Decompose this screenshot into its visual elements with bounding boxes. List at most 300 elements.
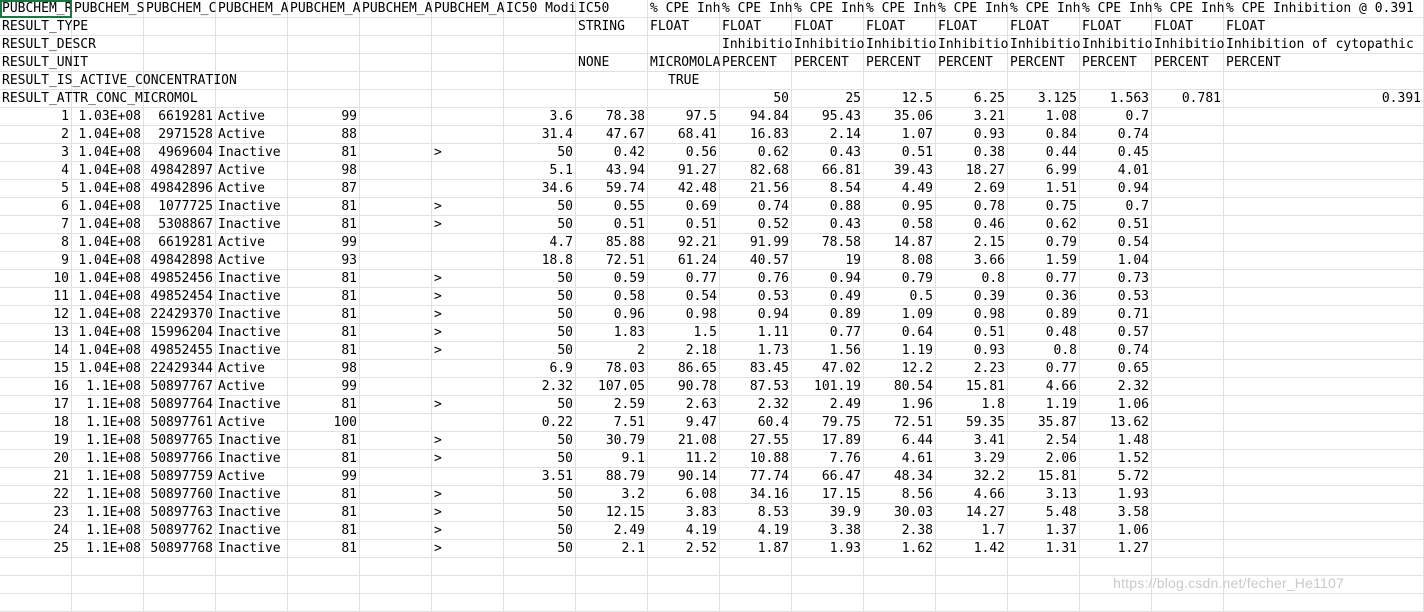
data-cell[interactable]: 27.55 (720, 432, 792, 450)
data-cell[interactable]: 43.94 (576, 162, 648, 180)
empty-cell[interactable] (648, 594, 720, 612)
data-cell[interactable]: 92.21 (648, 234, 720, 252)
data-cell[interactable]: 15.81 (936, 378, 1008, 396)
empty-cell[interactable] (72, 594, 144, 612)
status-cell[interactable]: Active (216, 378, 288, 396)
meta-cell[interactable] (288, 36, 360, 54)
data-cell[interactable]: 1.7 (936, 522, 1008, 540)
empty-cell[interactable] (648, 576, 720, 594)
header-cell[interactable]: % CPE Inh (722, 1, 793, 16)
data-cell[interactable]: 100 (288, 414, 360, 432)
header-cell[interactable]: PUBCHEM_S (74, 1, 145, 16)
data-cell[interactable]: 50 (504, 324, 576, 342)
data-cell[interactable]: 5308867 (144, 216, 216, 234)
data-cell[interactable]: 47.02 (792, 360, 864, 378)
data-cell[interactable]: 90.78 (648, 378, 720, 396)
empty-cell[interactable] (792, 594, 864, 612)
empty-cell[interactable] (1152, 504, 1224, 522)
data-cell[interactable]: 15 (0, 360, 72, 378)
meta-cell[interactable]: PERCENT (1008, 54, 1080, 72)
status-cell[interactable]: Inactive (216, 522, 288, 540)
meta-cell[interactable]: PERCENT (936, 54, 1008, 72)
data-cell[interactable]: 0.51 (936, 324, 1008, 342)
empty-cell[interactable] (432, 576, 504, 594)
status-cell[interactable]: Inactive (216, 216, 288, 234)
data-cell[interactable]: 3.58 (1080, 504, 1152, 522)
data-cell[interactable]: 0.8 (1008, 342, 1080, 360)
data-cell[interactable]: 18.8 (504, 252, 576, 270)
data-cell[interactable]: 14 (0, 342, 72, 360)
data-cell[interactable]: 50897763 (144, 504, 216, 522)
data-cell[interactable]: 0.98 (936, 306, 1008, 324)
data-cell[interactable]: 49852454 (144, 288, 216, 306)
data-cell[interactable]: 1.04E+08 (72, 306, 144, 324)
data-cell[interactable]: 5.48 (1008, 504, 1080, 522)
data-cell[interactable] (360, 432, 432, 450)
data-cell[interactable]: 81 (288, 144, 360, 162)
data-cell[interactable]: > (432, 216, 504, 234)
empty-cell[interactable] (288, 576, 360, 594)
data-cell[interactable]: 50 (504, 432, 576, 450)
data-cell[interactable]: 7 (0, 216, 72, 234)
data-cell[interactable]: 0.44 (1008, 144, 1080, 162)
empty-cell[interactable] (432, 594, 504, 612)
empty-cell[interactable] (360, 576, 432, 594)
data-cell[interactable]: 2.18 (648, 342, 720, 360)
data-cell[interactable]: 4.01 (1080, 162, 1152, 180)
data-cell[interactable]: 66.47 (792, 468, 864, 486)
data-cell[interactable]: 59.35 (936, 414, 1008, 432)
data-cell[interactable]: 66.81 (792, 162, 864, 180)
meta-cell[interactable] (720, 72, 792, 90)
meta-cell[interactable]: Inhibitio (1010, 37, 1081, 52)
status-cell[interactable]: Active (216, 108, 288, 126)
data-cell[interactable] (360, 504, 432, 522)
data-cell[interactable]: 50897760 (144, 486, 216, 504)
data-cell[interactable]: 0.77 (1008, 360, 1080, 378)
data-cell[interactable]: 1.1E+08 (72, 396, 144, 414)
data-cell[interactable]: 25 (0, 540, 72, 558)
data-cell[interactable]: 7.76 (792, 450, 864, 468)
data-cell[interactable]: 3.51 (504, 468, 576, 486)
header-cell[interactable]: % CPE Inh (1154, 1, 1225, 16)
meta-cell[interactable] (1080, 72, 1152, 90)
data-cell[interactable]: 0.74 (1080, 126, 1152, 144)
data-cell[interactable] (432, 468, 504, 486)
data-cell[interactable]: > (432, 432, 504, 450)
status-cell[interactable]: Inactive (216, 342, 288, 360)
data-cell[interactable] (432, 180, 504, 198)
empty-cell[interactable] (216, 576, 288, 594)
data-cell[interactable]: 0.45 (1080, 144, 1152, 162)
meta-cell[interactable] (648, 90, 720, 108)
data-cell[interactable]: 81 (288, 432, 360, 450)
empty-cell[interactable] (216, 594, 288, 612)
data-cell[interactable] (360, 180, 432, 198)
data-cell[interactable]: 79.75 (792, 414, 864, 432)
data-cell[interactable]: 1.04E+08 (72, 234, 144, 252)
meta-cell[interactable] (288, 90, 360, 108)
data-cell[interactable] (360, 324, 432, 342)
meta-cell[interactable]: 0.781 (1152, 90, 1224, 108)
data-cell[interactable]: 0.54 (1080, 234, 1152, 252)
data-cell[interactable]: 81 (288, 396, 360, 414)
data-cell[interactable]: 50897759 (144, 468, 216, 486)
data-cell[interactable]: 1.62 (864, 540, 936, 558)
meta-cell[interactable] (792, 72, 864, 90)
data-cell[interactable]: 0.89 (792, 306, 864, 324)
meta-cell[interactable]: 3.125 (1008, 90, 1080, 108)
data-cell[interactable]: > (432, 450, 504, 468)
empty-cell[interactable] (1224, 594, 1424, 612)
data-cell[interactable]: 6.08 (648, 486, 720, 504)
data-cell[interactable]: 11 (0, 288, 72, 306)
data-cell[interactable]: 0.53 (1080, 288, 1152, 306)
data-cell[interactable]: 4.61 (864, 450, 936, 468)
data-cell[interactable]: 2.52 (648, 540, 720, 558)
data-cell[interactable]: 101.19 (792, 378, 864, 396)
data-cell[interactable]: 50897761 (144, 414, 216, 432)
meta-cell[interactable] (1152, 72, 1224, 90)
data-cell[interactable]: 0.49 (792, 288, 864, 306)
status-cell[interactable]: Inactive (216, 270, 288, 288)
status-cell[interactable]: Inactive (216, 288, 288, 306)
data-cell[interactable]: 78.03 (576, 360, 648, 378)
data-cell[interactable]: 1.03E+08 (72, 108, 144, 126)
data-cell[interactable]: 0.54 (648, 288, 720, 306)
meta-cell[interactable]: PERCENT (864, 54, 936, 72)
data-cell[interactable]: 81 (288, 270, 360, 288)
empty-cell[interactable] (648, 558, 720, 576)
data-cell[interactable]: 1.04E+08 (72, 252, 144, 270)
empty-cell[interactable] (1152, 216, 1224, 234)
status-cell[interactable]: Inactive (216, 144, 288, 162)
data-cell[interactable]: 91.99 (720, 234, 792, 252)
data-cell[interactable]: 0.94 (1080, 180, 1152, 198)
data-cell[interactable]: 4.49 (864, 180, 936, 198)
data-cell[interactable]: 19 (0, 432, 72, 450)
empty-cell[interactable] (1224, 180, 1424, 198)
data-cell[interactable]: 1.1E+08 (72, 378, 144, 396)
empty-cell[interactable] (1152, 252, 1224, 270)
status-cell[interactable]: Inactive (216, 324, 288, 342)
meta-cell[interactable]: Inhibitio (722, 37, 793, 52)
header-cell[interactable]: PUBCHEM_A (434, 1, 505, 16)
meta-cell[interactable] (864, 72, 936, 90)
empty-cell[interactable] (864, 594, 936, 612)
data-cell[interactable]: 1.52 (1080, 450, 1152, 468)
data-cell[interactable]: 50 (504, 288, 576, 306)
data-cell[interactable]: 5.72 (1080, 468, 1152, 486)
data-cell[interactable]: 50 (504, 144, 576, 162)
meta-cell[interactable]: PERCENT (1080, 54, 1152, 72)
data-cell[interactable]: 17 (0, 396, 72, 414)
header-cell[interactable]: PUBCHEM_A (218, 1, 289, 16)
empty-cell[interactable] (1152, 432, 1224, 450)
data-cell[interactable]: 3.66 (936, 252, 1008, 270)
data-cell[interactable]: 2.59 (576, 396, 648, 414)
data-cell[interactable]: 1 (0, 108, 72, 126)
data-cell[interactable]: 4.19 (720, 522, 792, 540)
status-cell[interactable]: Inactive (216, 450, 288, 468)
data-cell[interactable]: 13 (0, 324, 72, 342)
data-cell[interactable]: 1.04E+08 (72, 180, 144, 198)
status-cell[interactable]: Active (216, 180, 288, 198)
meta-cell[interactable] (576, 72, 648, 90)
meta-cell[interactable] (360, 72, 432, 90)
empty-cell[interactable] (1152, 198, 1224, 216)
empty-cell[interactable] (1152, 486, 1224, 504)
data-cell[interactable]: 1.93 (1080, 486, 1152, 504)
data-cell[interactable]: 0.89 (1008, 306, 1080, 324)
data-cell[interactable]: 21 (0, 468, 72, 486)
meta-cell[interactable]: FLOAT (864, 18, 936, 36)
data-cell[interactable] (360, 288, 432, 306)
data-cell[interactable]: 90.14 (648, 468, 720, 486)
data-cell[interactable]: 50897768 (144, 540, 216, 558)
data-cell[interactable]: 10 (0, 270, 72, 288)
data-cell[interactable]: 1.19 (864, 342, 936, 360)
empty-cell[interactable] (1152, 234, 1224, 252)
data-cell[interactable]: 50 (504, 396, 576, 414)
data-cell[interactable]: 0.77 (1008, 270, 1080, 288)
data-cell[interactable]: 4 (0, 162, 72, 180)
empty-cell[interactable] (1224, 540, 1424, 558)
data-cell[interactable]: > (432, 288, 504, 306)
data-cell[interactable]: 32.2 (936, 468, 1008, 486)
data-cell[interactable]: 11.2 (648, 450, 720, 468)
data-cell[interactable]: > (432, 342, 504, 360)
data-cell[interactable]: 1.37 (1008, 522, 1080, 540)
meta-cell[interactable]: PERCENT (792, 54, 864, 72)
meta-cell[interactable] (144, 54, 216, 72)
data-cell[interactable]: 0.51 (576, 216, 648, 234)
data-cell[interactable]: 8.53 (720, 504, 792, 522)
data-cell[interactable]: 35.06 (864, 108, 936, 126)
header-cell[interactable]: IC50 (576, 0, 648, 18)
data-cell[interactable]: 81 (288, 522, 360, 540)
meta-cell[interactable]: FLOAT (720, 18, 792, 36)
meta-cell[interactable]: Inhibitio (938, 37, 1009, 52)
meta-cell[interactable] (144, 18, 216, 36)
data-cell[interactable]: 0.51 (1080, 216, 1152, 234)
meta-cell[interactable] (216, 18, 288, 36)
data-cell[interactable]: 1.83 (576, 324, 648, 342)
data-cell[interactable]: 1.04E+08 (72, 270, 144, 288)
meta-cell[interactable] (648, 36, 720, 54)
empty-cell[interactable] (1224, 522, 1424, 540)
data-cell[interactable]: 1.04E+08 (72, 126, 144, 144)
meta-cell[interactable] (288, 54, 360, 72)
empty-cell[interactable] (1224, 324, 1424, 342)
meta-cell[interactable] (504, 90, 576, 108)
data-cell[interactable]: 81 (288, 216, 360, 234)
data-cell[interactable]: 2.1 (576, 540, 648, 558)
data-cell[interactable]: 0.64 (864, 324, 936, 342)
empty-cell[interactable] (1224, 486, 1424, 504)
data-cell[interactable]: 1.59 (1008, 252, 1080, 270)
empty-cell[interactable] (1224, 108, 1424, 126)
data-cell[interactable] (360, 342, 432, 360)
empty-cell[interactable] (1152, 396, 1224, 414)
data-cell[interactable]: 98 (288, 360, 360, 378)
data-cell[interactable]: 91.27 (648, 162, 720, 180)
data-cell[interactable]: 1.1E+08 (72, 504, 144, 522)
data-cell[interactable] (360, 414, 432, 432)
data-cell[interactable]: 3 (0, 144, 72, 162)
header-cell[interactable]: PUBCHEM_A (290, 1, 361, 16)
data-cell[interactable]: 1.1E+08 (72, 540, 144, 558)
data-cell[interactable] (360, 450, 432, 468)
data-cell[interactable]: 3.13 (1008, 486, 1080, 504)
data-cell[interactable]: 0.53 (720, 288, 792, 306)
meta-cell[interactable] (504, 54, 576, 72)
empty-cell[interactable] (1224, 396, 1424, 414)
data-cell[interactable]: 0.62 (1008, 216, 1080, 234)
data-cell[interactable]: 49852456 (144, 270, 216, 288)
data-cell[interactable]: 0.51 (864, 144, 936, 162)
data-cell[interactable]: 88.79 (576, 468, 648, 486)
status-cell[interactable]: Active (216, 234, 288, 252)
empty-cell[interactable] (1152, 342, 1224, 360)
meta-label-cell[interactable]: RESULT_UNIT (2, 55, 89, 70)
data-cell[interactable]: > (432, 270, 504, 288)
empty-cell[interactable] (1224, 288, 1424, 306)
data-cell[interactable]: 3.29 (936, 450, 1008, 468)
header-cell[interactable]: % CPE Inh (1010, 1, 1081, 16)
header-cell[interactable]: IC50 Modi (506, 1, 577, 16)
meta-cell[interactable]: 6.25 (936, 90, 1008, 108)
data-cell[interactable]: 3.38 (792, 522, 864, 540)
data-cell[interactable]: 1.04E+08 (72, 198, 144, 216)
empty-cell[interactable] (1224, 198, 1424, 216)
empty-cell[interactable] (1224, 414, 1424, 432)
meta-cell[interactable] (360, 18, 432, 36)
data-cell[interactable] (432, 414, 504, 432)
data-cell[interactable]: 0.94 (792, 270, 864, 288)
data-cell[interactable]: 1.04E+08 (72, 324, 144, 342)
data-cell[interactable] (360, 270, 432, 288)
empty-cell[interactable] (360, 558, 432, 576)
meta-cell[interactable]: FLOAT (1008, 18, 1080, 36)
data-cell[interactable]: 81 (288, 288, 360, 306)
data-cell[interactable]: 9 (0, 252, 72, 270)
data-cell[interactable]: 0.46 (936, 216, 1008, 234)
data-cell[interactable]: 98 (288, 162, 360, 180)
meta-cell[interactable]: Inhibition of cytopathic (1224, 36, 1424, 54)
meta-cell[interactable]: PERCENT (720, 54, 792, 72)
data-cell[interactable]: 1.5 (648, 324, 720, 342)
data-cell[interactable]: 50 (504, 450, 576, 468)
data-cell[interactable] (360, 144, 432, 162)
empty-cell[interactable] (144, 576, 216, 594)
status-cell[interactable]: Inactive (216, 504, 288, 522)
empty-cell[interactable] (720, 558, 792, 576)
data-cell[interactable]: 4.66 (936, 486, 1008, 504)
data-cell[interactable]: 17.15 (792, 486, 864, 504)
data-cell[interactable]: 0.75 (1008, 198, 1080, 216)
meta-cell[interactable]: FLOAT (936, 18, 1008, 36)
data-cell[interactable]: 50897767 (144, 378, 216, 396)
empty-cell[interactable] (936, 576, 1008, 594)
meta-cell[interactable]: TRUE (648, 72, 720, 90)
empty-cell[interactable] (1152, 594, 1224, 612)
meta-cell[interactable] (432, 72, 504, 90)
empty-cell[interactable] (1152, 450, 1224, 468)
data-cell[interactable]: 1.09 (864, 306, 936, 324)
data-cell[interactable]: 21.56 (720, 180, 792, 198)
data-cell[interactable]: 49852455 (144, 342, 216, 360)
data-cell[interactable]: 1077725 (144, 198, 216, 216)
data-cell[interactable]: 0.73 (1080, 270, 1152, 288)
data-cell[interactable] (360, 486, 432, 504)
data-cell[interactable]: 18 (0, 414, 72, 432)
data-cell[interactable]: 30.79 (576, 432, 648, 450)
data-cell[interactable]: 1.27 (1080, 540, 1152, 558)
empty-cell[interactable] (576, 594, 648, 612)
data-cell[interactable]: 0.55 (576, 198, 648, 216)
empty-cell[interactable] (864, 576, 936, 594)
data-cell[interactable]: 2.32 (504, 378, 576, 396)
data-cell[interactable]: 1.08 (1008, 108, 1080, 126)
header-cell[interactable]: % CPE Inh (866, 1, 937, 16)
data-cell[interactable]: 20 (0, 450, 72, 468)
data-cell[interactable]: 82.68 (720, 162, 792, 180)
empty-cell[interactable] (1008, 576, 1080, 594)
header-cell[interactable]: PUBCHEM_C (146, 1, 217, 16)
data-cell[interactable]: 1.04E+08 (72, 342, 144, 360)
data-cell[interactable]: 86.65 (648, 360, 720, 378)
meta-cell[interactable] (432, 90, 504, 108)
meta-cell[interactable] (432, 54, 504, 72)
data-cell[interactable]: 1.73 (720, 342, 792, 360)
data-cell[interactable]: 0.88 (792, 198, 864, 216)
meta-cell[interactable]: Inhibitio (866, 37, 937, 52)
data-cell[interactable]: 0.38 (936, 144, 1008, 162)
meta-cell[interactable] (504, 36, 576, 54)
data-cell[interactable] (360, 360, 432, 378)
data-cell[interactable]: 12 (0, 306, 72, 324)
meta-cell[interactable] (144, 36, 216, 54)
empty-cell[interactable] (1152, 270, 1224, 288)
data-cell[interactable] (432, 360, 504, 378)
data-cell[interactable]: 1.04E+08 (72, 216, 144, 234)
data-cell[interactable]: 95.43 (792, 108, 864, 126)
data-cell[interactable]: 60.4 (720, 414, 792, 432)
meta-cell[interactable]: FLOAT (792, 18, 864, 36)
meta-label-cell[interactable]: RESULT_ATTR_CONC_MICROMOL (2, 91, 198, 106)
data-cell[interactable]: 2 (576, 342, 648, 360)
empty-cell[interactable] (1224, 558, 1424, 576)
empty-cell[interactable] (288, 558, 360, 576)
data-cell[interactable]: 68.41 (648, 126, 720, 144)
data-cell[interactable]: 42.48 (648, 180, 720, 198)
data-cell[interactable]: 0.7 (1080, 198, 1152, 216)
empty-cell[interactable] (720, 576, 792, 594)
data-cell[interactable]: 1.1E+08 (72, 450, 144, 468)
data-cell[interactable]: 81 (288, 450, 360, 468)
meta-cell[interactable] (1008, 72, 1080, 90)
data-cell[interactable]: 0.98 (648, 306, 720, 324)
empty-cell[interactable] (1224, 378, 1424, 396)
data-cell[interactable]: 49842897 (144, 162, 216, 180)
data-cell[interactable] (360, 396, 432, 414)
data-cell[interactable]: 0.79 (1008, 234, 1080, 252)
meta-cell[interactable] (936, 72, 1008, 90)
data-cell[interactable]: 0.58 (864, 216, 936, 234)
data-cell[interactable]: 40.57 (720, 252, 792, 270)
meta-cell[interactable] (576, 36, 648, 54)
